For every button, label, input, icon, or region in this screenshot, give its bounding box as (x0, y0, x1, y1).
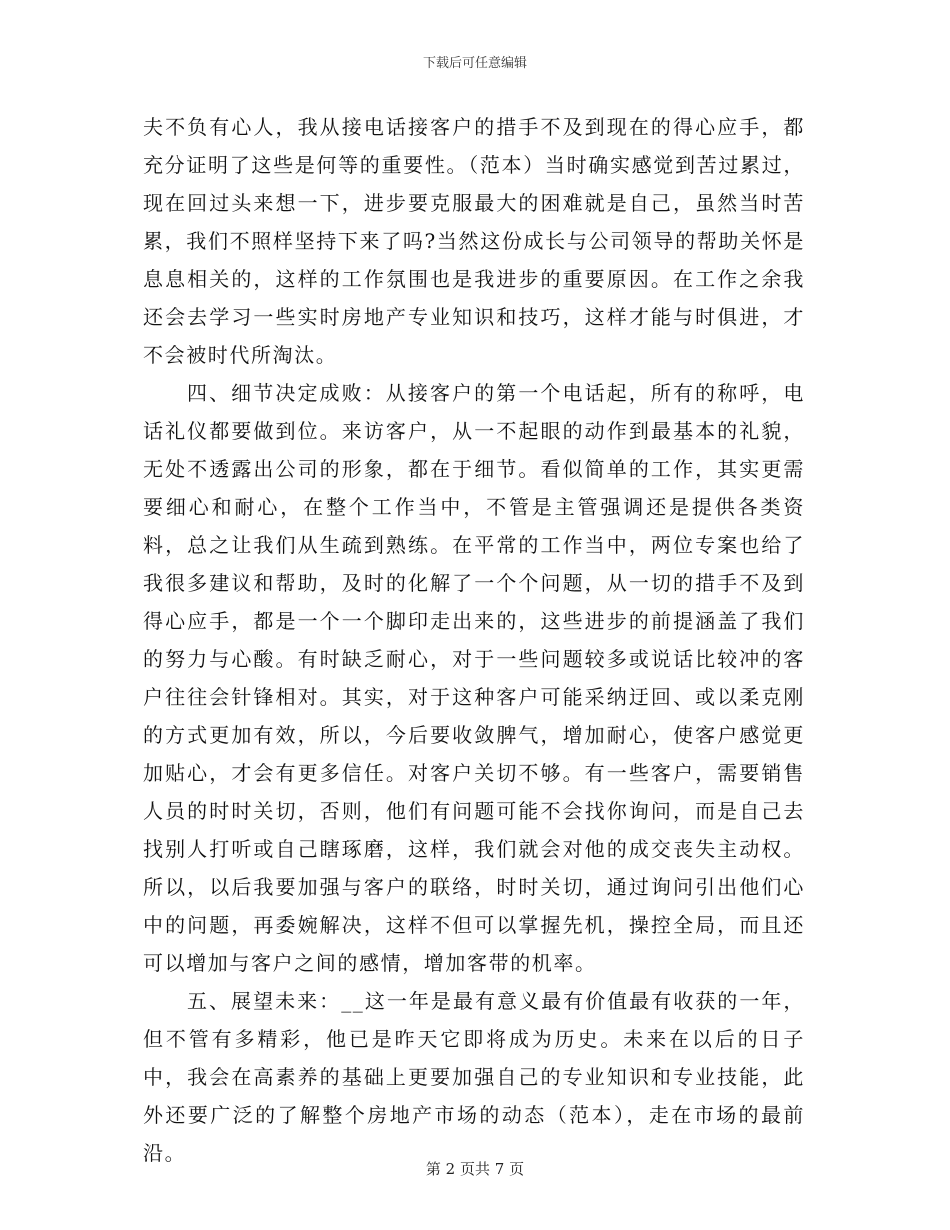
page-header: 下载后可任意编辑 (422, 56, 527, 71)
paragraph-continuation: 夫不负有心人，我从接电话接客户的措手不及到现在的得心应手，都充分证明了这些是何等的重要性。（范本）当时确实感觉到苦过累过，现在回过头来想一下，进步要克服最大的困难就是自己，虽然当时苦累，我们不照样坚持下来了吗?当然这份成长与公司领导的帮助关怀是息息相关的，这样的工作氛围也是我进步的重要原因。在工作之余我还会去学习一些实时房地产专业知识和技巧，这样才能与时俱进，才不会被时代所淘汰。 (143, 115, 805, 367)
paragraph-section-four: 四、细节决定成败：从接客户的第一个电话起，所有的称呼，电话礼仪都要做到位。来访客户，从一不起眼的动作到最基本的礼貌，无处不透露出公司的形象，都在于细节。看似简单的工作，其实更需要细心和耐心，在整个工作当中，不管是主管强调还是提供各类资料，总之让我们从生疏到熟练。在平常的工作当中，两位专案也给了我很多建议和帮助，及时的化解了一个个问题，从一切的措手不及到得心应手，都是一个一个脚印走出来的，这些进步的前提涵盖了我们的努力与心酸。有时缺乏耐心，对于一些问题较多或说话比较冲的客户往往会针锋相对。其实，对于这种客户可能采纳迂回、或以柔克刚的方式更加有效，所以，今后要收敛脾气，增加耐心，使客户感觉更加贴心，才会有更多信任。对客户关切不够。有一些客户，需要销售人员的时时关切，否则，他们有问题可能不会找你询问，而是自己去找别人打听或自己瞎琢磨，这样，我们就会对他的成交丧失主动权。所以，以后我要加强与客户的联络，时时关切，通过询问引出他们心中的问题，再委婉解决，这样不但可以掌握先机，操控全局，而且还可以增加与客户之间的感情，增加客带的机率。 (143, 381, 805, 975)
paragraph-section-five: 五、展望未来：__这一年是最有意义最有价值最有收获的一年，但不管有多精彩，他已是昨天它即将成为历史。未来在以后的日子中，我会在高素养的基础上更要加强自己的专业知识和专业技能，此外还要广泛的了解整个房地产市场的动态（范本），走在市场的最前沿。 (143, 989, 805, 1165)
document-body (143, 108, 805, 1172)
page-footer: 第 2 页共 7 页 (425, 1160, 525, 1178)
